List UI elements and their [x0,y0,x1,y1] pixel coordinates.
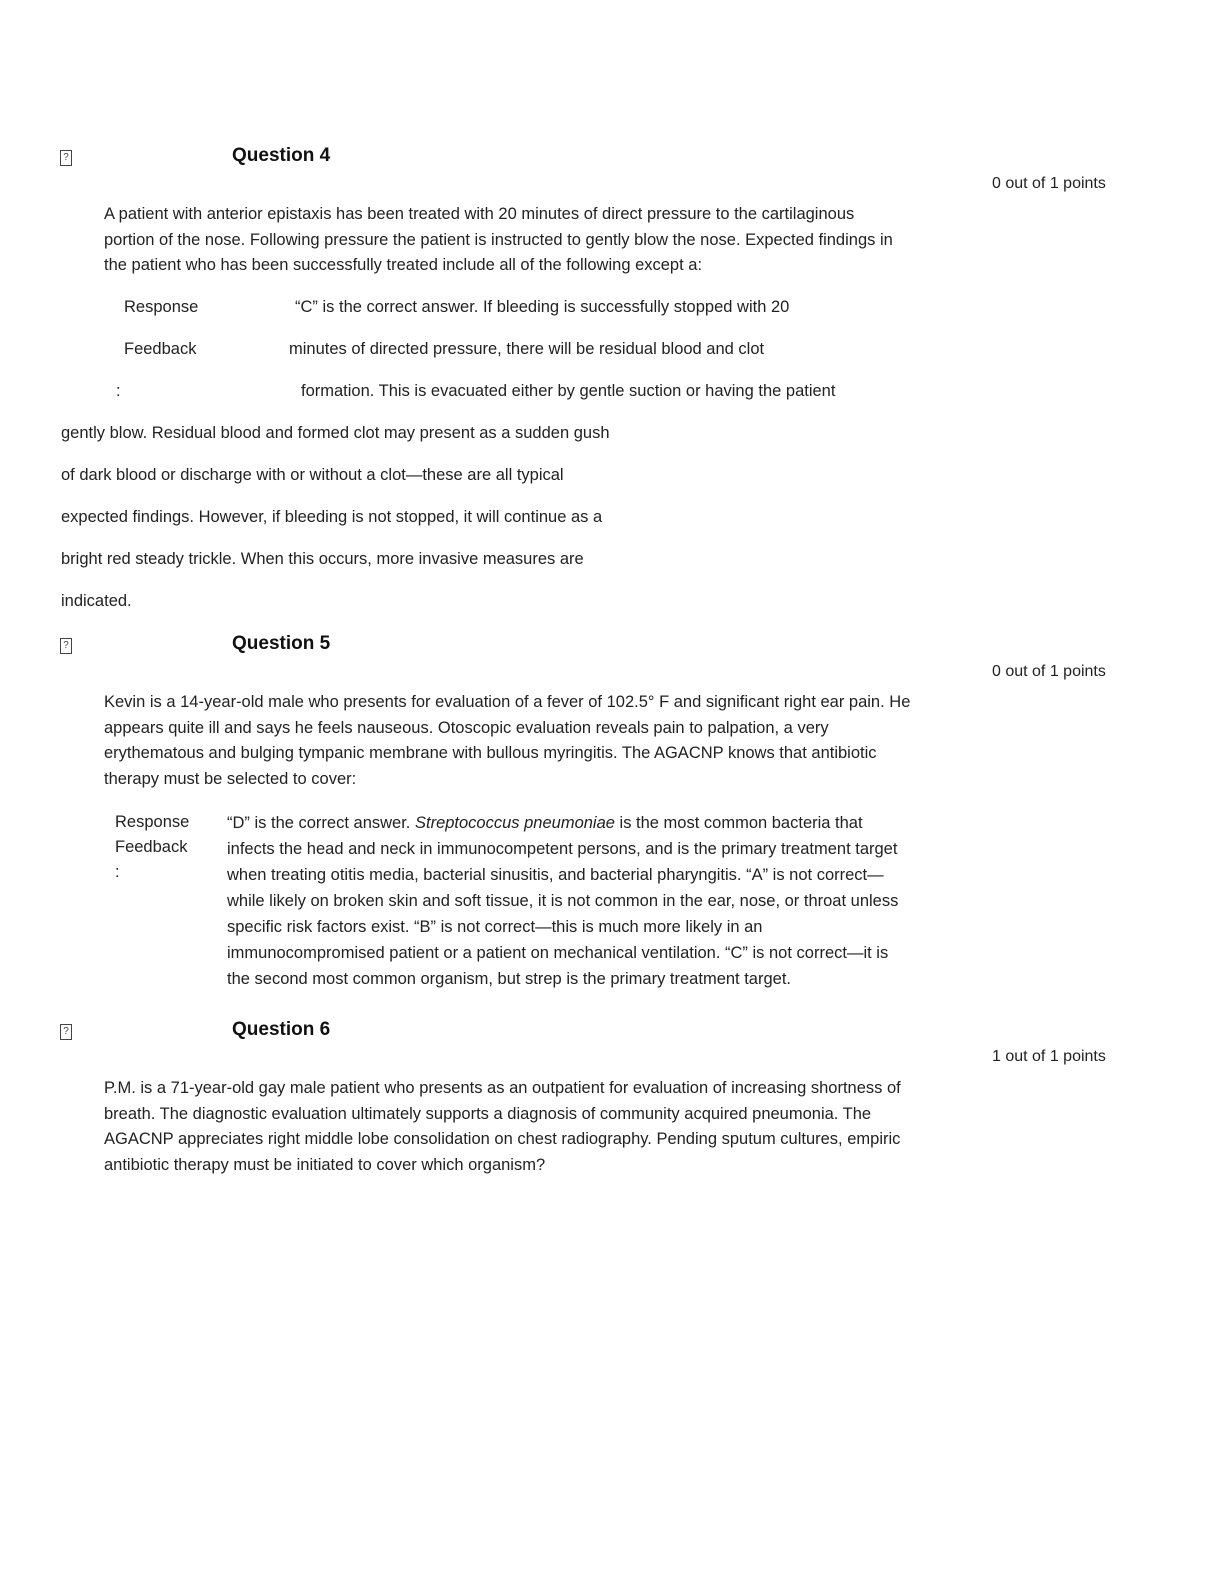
question-points: 0 out of 1 points [992,663,1106,680]
feedback-text [227,810,898,992]
feedback-text-line: bright red steady trickle. When this occurs, more invasive measures are [61,550,584,568]
feedback-label: Feedback [115,838,188,856]
question-text-line: appears quite ill and says he feels nauseous. Otoscopic evaluation reveals pain to palpation, a very [104,718,829,737]
feedback-text-line: while likely on broken skin and soft tissue, it is not common in the ear, nose, or throat unless [227,892,899,910]
question-text-line: breath. The diagnostic evaluation ultimately supports a diagnosis of community acquired pneumonia. The [104,1104,872,1123]
question-text-line: the patient who has been successfully treated include all of the following except a: [104,256,703,274]
question-text [104,690,1004,792]
question-text [104,202,1004,279]
feedback-text-line: when treating otitis media, bacterial sinusitis, and bacterial pharyngitis. “A” is not correct— [227,866,884,884]
question-status-icon: ? [60,150,72,166]
feedback-text-line [227,810,898,836]
question-text-line: AGACNP appreciates right middle lobe consolidation on chest radiography. Pending sputum cultures, empiric [104,1130,901,1148]
feedback-text-line: the second most common organism, but strep is the primary treatment target. [227,970,791,988]
organism-name: Streptococcus pneumoniae [414,814,615,832]
question-title: Question 4 [232,145,331,166]
feedback-colon: : [115,863,120,881]
response-label: Response [124,298,199,316]
question-status-icon: ? [60,1024,72,1040]
feedback-text-line: formation. This is evacuated either by gentle suction or having the patient [301,382,836,400]
feedback-text-line: gently blow. Residual blood and formed clot may present as a sudden gush [61,424,610,442]
feedback-text-line: “C” is the correct answer. If bleeding is successfully stopped with 20 [295,298,790,316]
question-text-line: erythematous and bulging tympanic membrane with bullous myringitis. The AGACNP knows that antibiotic [104,744,877,762]
question-points: 0 out of 1 points [992,175,1106,192]
feedback-text-line: indicated. [61,592,132,610]
feedback-text-line: minutes of directed pressure, there will be residual blood and clot [289,340,765,358]
question-text-line: portion of the nose. Following pressure the patient is instructed to gently blow the nose. Expected findings in [104,230,893,249]
question-text-line: A patient with anterior epistaxis has been treated with 20 minutes of direct pressure to the cartilaginous [104,205,855,223]
question-text-line: antibiotic therapy must be initiated to cover which organism? [104,1155,546,1174]
question-text-line: Kevin is a 14-year-old male who presents for evaluation of a fever of 102.5° F and significant right ear pain. He [104,693,911,711]
feedback-label: Feedback [124,340,197,358]
feedback-text-line: infects the head and neck in immunocompetent persons, and is the primary treatment target [227,840,898,858]
question-text-line: therapy must be selected to cover: [104,769,357,788]
response-label: Response [115,813,190,831]
feedback-text-line: immunocompromised patient or a patient on mechanical ventilation. “C” is not correct—it is [227,944,889,962]
feedback-text-line: expected findings. However, if bleeding is not stopped, it will continue as a [61,508,603,526]
question-text [104,1076,1004,1178]
question-status-icon: ? [60,638,72,654]
feedback-colon: : [116,382,121,400]
question-title: Question 5 [232,633,331,654]
question-title: Question 6 [232,1019,331,1040]
feedback-text-segment: “D” is the correct answer. [227,814,415,832]
feedback-text-line: specific risk factors exist. “B” is not correct—this is much more likely in an [227,918,763,936]
question-points: 1 out of 1 points [992,1048,1106,1065]
feedback-text-line: of dark blood or discharge with or without a clot—these are all typical [61,466,564,484]
feedback-text-segment: is the most common bacteria that [614,814,863,832]
question-text-line: P.M. is a 71-year-old gay male patient who presents as an outpatient for evaluation of increasing shortness of [104,1079,901,1097]
feedback-label-block [115,810,189,885]
